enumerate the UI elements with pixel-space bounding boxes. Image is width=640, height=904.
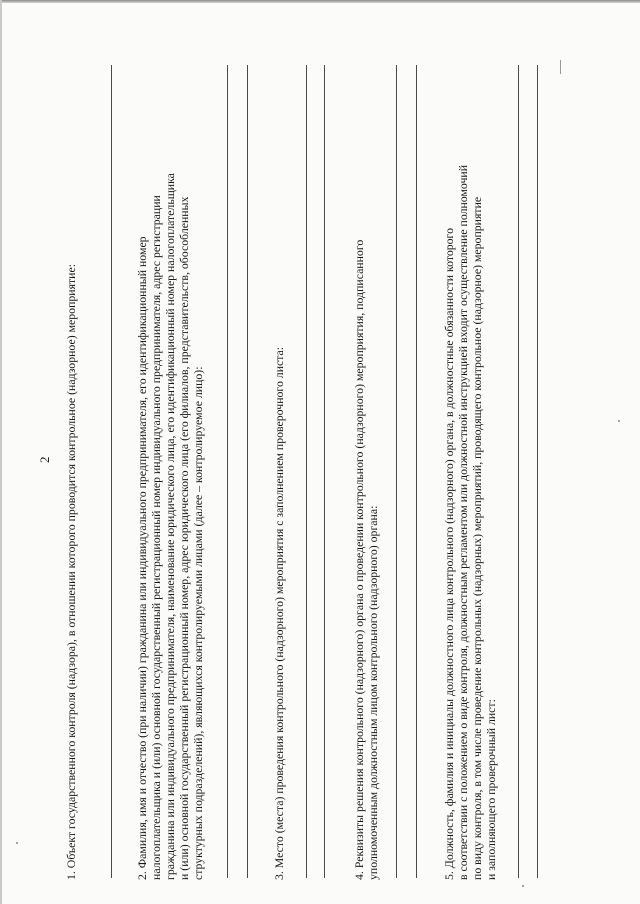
fill-line: [416, 65, 417, 878]
fill-line: [247, 65, 248, 878]
fill-line: [518, 65, 519, 878]
section-2-line-5: структурных подразделений), являющихся контролируемыми лицами (далее – контролируемое лицо):: [191, 366, 205, 880]
section-2-line-4: и (или) основной государственный регистрационный номер, адрес юридического лица (его филиалов, представительств, обособленных: [177, 196, 191, 880]
scan-speck: [522, 885, 524, 887]
fill-line: [227, 65, 228, 878]
fill-line: [111, 65, 112, 878]
page-number: 2: [37, 456, 52, 463]
section-1-line-1: 1. Объект государственного контроля (надзора), в отношении которого проводится контрольное (надзорное) мероприятие:: [64, 263, 78, 880]
section-2-line-1: 2. Фамилия, имя и отчество (при наличии) гражданина или индивидуального предпринимателя, его идентификационный номер: [135, 236, 149, 880]
section-4-line-2: уполномоченным должностным лицом контрольного (надзорного) органа:: [366, 505, 380, 880]
section-2-line-3: гражданина или индивидуального предпринимателя, наименование юридического лица, его идентификационный номер налогоплательщика: [163, 173, 177, 880]
fill-line: [306, 65, 307, 878]
fill-line: [537, 65, 538, 878]
section-5-line-2: в соответствии с положением о виде контроля, должностным регламентом или должностной инструкцией входит осуществление полномочий: [456, 164, 470, 880]
scan-artifact: [560, 60, 561, 74]
section-5-line-4: и заполняющего проверочный лист:: [484, 699, 498, 880]
section-2-line-2: налогоплательщика и (или) основной государственный регистрационный номер индивидуального предпринимателя, адрес регистрации: [149, 195, 163, 880]
section-5-line-3: по виду контроля, в том числе проведение контрольных (надзорных) мероприятий, проводящего контрольное (надзорное) мероприятие: [470, 196, 484, 880]
scan-speck: [16, 842, 18, 844]
section-3-line-1: 3. Место (места) проведения контрольного (надзорного) мероприятия с заполнением проверочного листа:: [272, 346, 286, 880]
fill-line: [324, 65, 325, 878]
scan-speck: [618, 420, 620, 422]
fill-line: [396, 65, 397, 878]
section-5-line-1: 5. Должность, фамилия и инициалы должностного лица контрольного (надзорного) органа, в должностные обязанности которого: [442, 227, 456, 880]
section-4-line-1: 4. Реквизиты решения контрольного (надзорного) органа о проведении контрольного (надзорного) мероприятия, подписанного: [352, 239, 366, 880]
